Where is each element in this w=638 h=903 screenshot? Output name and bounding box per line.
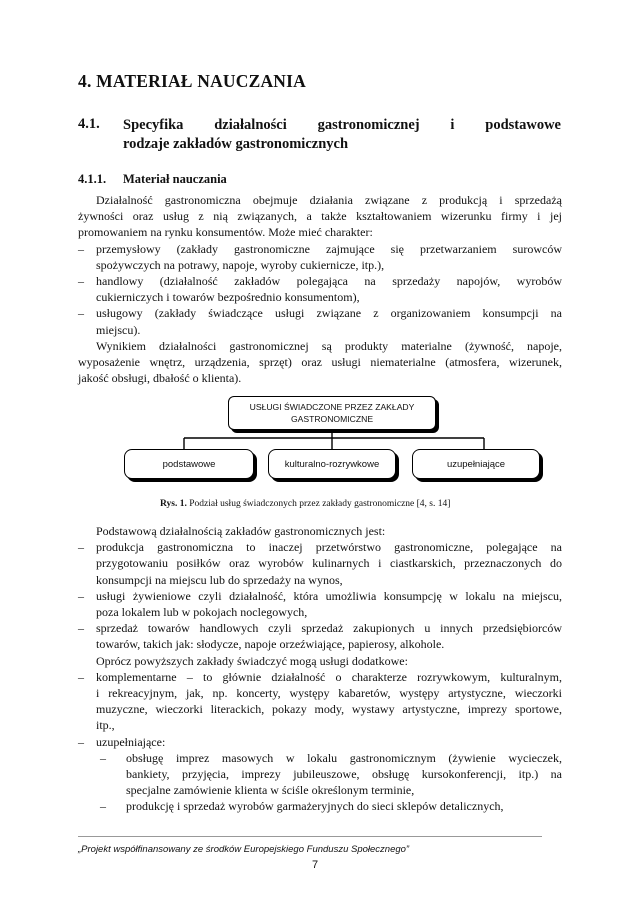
list-item-line: produkcja gastronomiczna to inaczej przetwórstwo gastronomiczne, polegające na bbox=[96, 540, 562, 555]
list-item-line: bankiety, przyjęcia, imprezy jubileuszowe, obsługę kursokonferencji, itp.) na bbox=[126, 767, 562, 782]
section-heading-word: Specyfika bbox=[123, 117, 184, 133]
list-dash: – bbox=[78, 734, 84, 749]
diagram-box-entertainment: kulturalno-rozrywkowe bbox=[268, 449, 396, 479]
paragraph-line: żywności oraz usług z nią związanych, a także kształtowaniem wizerunku firmy i jej bbox=[78, 209, 562, 224]
paragraph-line: promowaniem na rynku konsumentów. Może mieć charakter: bbox=[78, 225, 373, 240]
section-heading-word: i bbox=[450, 117, 455, 133]
subsection-heading: Materiał nauczania bbox=[123, 172, 227, 186]
paragraph-line: Wynikiem działalności gastronomicznej są produkty materialne (żywność, napoje, bbox=[96, 338, 562, 353]
list-item bbox=[78, 539, 562, 588]
subsection-number: 4.1.1. bbox=[78, 172, 107, 186]
paragraph-line: jakość obsługi, dbałość o klienta). bbox=[78, 371, 242, 386]
list-item-line: konsumpcji na miejscu lub do sprzedaży na wynos, bbox=[96, 572, 343, 587]
section-heading-line2: rodzaje zakładów gastronomicznych bbox=[123, 136, 349, 152]
list-item-line: usługi żywieniowe czyli działalność, która umożliwia konsumpcję w lokalu na miejscu, bbox=[96, 588, 562, 603]
list-item-line: muzyczne, wieczorki literackich, pokazy mody, wystawy artystyczne, imprezy sportowe, bbox=[96, 702, 562, 717]
list-item-line: obsługę imprez masowych w lokalu gastronomicznym (żywienie wycieczek, bbox=[126, 750, 562, 765]
paragraph-line: Oprócz powyższych zakłady świadczyć mogą usługi dodatkowe: bbox=[96, 653, 408, 668]
figure-caption bbox=[160, 499, 450, 509]
section-heading-word: działalności bbox=[214, 117, 287, 133]
section-heading-word: gastronomicznej bbox=[317, 117, 420, 133]
page-number: 7 bbox=[312, 859, 319, 871]
diagram-root-line2: GASTRONOMICZNE bbox=[290, 414, 374, 424]
figure-caption-text: Podział usług świadczonych przez zakłady gastronomiczne [4, s. 14] bbox=[189, 499, 451, 509]
diagram-root-line1: USŁUGI ŚWIADCZONE PRZEZ ZAKŁADY bbox=[249, 402, 415, 412]
text-block-activities bbox=[78, 523, 562, 815]
list-item-line: towarów, takich jak: słodycze, napoje orzeźwiające, papierosy, alkohole. bbox=[96, 637, 445, 652]
list-item-line: specjalne zamówienie klienta w ściśle określonym terminie, bbox=[126, 783, 415, 798]
paragraph-line: wyposażenie wnętrz, urządzenia, sprzęt) oraz usługi niematerialne (atmosfera, wizerunek, bbox=[78, 355, 562, 370]
list-dash: – bbox=[100, 799, 106, 814]
list-dash: – bbox=[78, 669, 84, 684]
footer-funding-note: „Projekt współfinansowany ze środków Europejskiego Funduszu Społecznego” bbox=[78, 844, 410, 855]
list-item-line: i rekreacyjnym, jak, np. koncerty, występy kabaretów, występy artystyczne, wieczorki bbox=[96, 686, 562, 701]
section-heading-word: podstawowe bbox=[485, 117, 561, 133]
list-item-line: komplementarne – to głównie działalność o charakterze rozrywkowym, kulturalnym, bbox=[96, 669, 562, 684]
list-item-line: przemysłowy (zakłady gastronomiczne zajmujące się przetwarzaniem surowców bbox=[96, 241, 562, 256]
list-item-line: handlowy (działalność zakładów polegająca na sprzedaży napojów, wyrobów bbox=[96, 274, 562, 289]
list-item-line: spożywczych na potrawy, napoje, wyroby cukiernicze, itp.), bbox=[96, 257, 385, 272]
list-item-line: poza lokalem lub w pokojach noclegowych, bbox=[96, 605, 308, 620]
chapter-heading: 4. MATERIAŁ NAUCZANIA bbox=[78, 71, 306, 91]
list-item bbox=[78, 669, 562, 734]
list-item-line: usługowy (zakłady świadczące usługi związane z organizowaniem konsumpcji na bbox=[96, 306, 562, 321]
list-dash: – bbox=[78, 241, 84, 256]
list-item-line: przygotowaniu posiłków oraz wyrobów kulinarnych i ciastkarskich, przeznaczonych do bbox=[96, 556, 562, 571]
list-item-line: sprzedaż towarów handlowych czyli sprzedaż zakupionych u innych przedsiębiorców bbox=[96, 621, 562, 636]
list-dash: – bbox=[100, 750, 106, 765]
list-dash: – bbox=[78, 306, 84, 321]
footer-divider bbox=[78, 836, 542, 837]
paragraph-line: Działalność gastronomiczna obejmuje działania związane z produkcją i sprzedażą bbox=[96, 193, 562, 207]
list-dash: – bbox=[78, 274, 84, 289]
paragraph-line: Podstawową działalnością zakładów gastronomicznych jest: bbox=[96, 524, 386, 538]
section-number: 4.1. bbox=[78, 116, 100, 132]
list-item-line: produkcję i sprzedaż wyrobów garmażeryjnych do sieci sklepów detalicznych, bbox=[126, 799, 504, 814]
list-item bbox=[78, 734, 562, 750]
list-dash: – bbox=[78, 540, 84, 555]
list-item bbox=[78, 588, 562, 620]
list-item bbox=[78, 620, 562, 652]
list-item bbox=[78, 798, 562, 814]
list-item bbox=[78, 750, 562, 799]
diagram-root-box bbox=[228, 396, 436, 430]
list-item-line: itp., bbox=[96, 718, 115, 733]
list-item-line: miejscu). bbox=[96, 322, 141, 337]
diagram-box-basic: podstawowe bbox=[124, 449, 254, 479]
figure-label: Rys. 1. bbox=[160, 499, 187, 509]
list-dash: – bbox=[78, 588, 84, 603]
diagram-box-supplementary: uzupełniające bbox=[412, 449, 540, 479]
list-item-line: cukierniczych i towarów bezpośrednio konsumentom), bbox=[96, 290, 360, 305]
list-item-line: uzupełniające: bbox=[96, 734, 166, 749]
list-dash: – bbox=[78, 621, 84, 636]
